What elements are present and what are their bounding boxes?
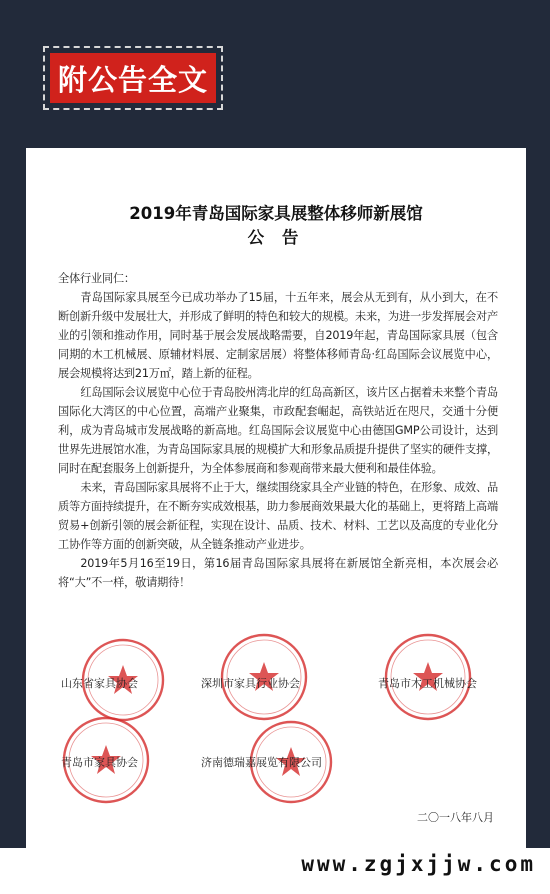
notice-title: 2019年青岛国际家具展整体移师新展馆 [129, 204, 423, 223]
paragraph-1: 青岛国际家具展至今已成功举办了15届，十五年来，展会从无到有，从小到大，在不断创新升级中发展壮大，并形成了鲜明的特色和较大的规模。未来，为进一步发挥展会对产业的引领和推动作用，同时基于展会发展战略需要，自2019年起，青岛国际家具展（包含同期的木工机械展、原辅材料展、定制家居展）将整体移师青岛·红岛国际会议展览中心，展会规模将达到21万㎡，踏上新的征程。 [58, 291, 498, 380]
signatory-4: 青岛市家具协会 [61, 756, 138, 769]
banner-label: 附公告全文 [50, 53, 216, 103]
signatory-1: 山东省家具协会 [61, 677, 138, 690]
notice-date: 二〇一八年八月 [417, 811, 494, 824]
signatory-2: 深圳市家具行业协会 [201, 677, 300, 690]
site-watermark: www.zgjxjjw.com [301, 852, 536, 876]
notice-subtitle: 公 告 [247, 228, 305, 247]
paragraph-2: 红岛国际会议展览中心位于青岛胶州湾北岸的红岛高新区，该片区占据着未来整个青岛国际化大湾区的中心位置，高端产业聚集，市政配套崛起，高铁站近在咫尺，交通十分便利，成为青岛城市发展战略的新高地。红岛国际会议展览中心由德国GMP公司设计，达到世界先进展馆水准，为青岛国际家具展的规模扩大和形象品质提升提供了坚实的硬件支撑，同时在配套服务上创新提升，为全体参展商和参观商带来最大便利和最佳体验。 [58, 386, 498, 475]
paragraph-3: 未来，青岛国际家具展将不止于大，继续围绕家具全产业链的特色，在形象、成效、品质等方面持续提升，在不断夯实成效根基，助力参展商效果最大化的基础上，更将踏上高端贸易+创新引领的展会新征程，实现在设计、品质、技术、材料、工艺以及高度的专业化分工协作等方面的创新突破，从全链条推动产业进步。 [58, 481, 498, 551]
notice-body [58, 269, 498, 592]
salutation: 全体行业同仁： [58, 272, 135, 285]
notice-document [26, 148, 526, 848]
signatory-3: 青岛市木工机械协会 [378, 677, 477, 690]
footer-strip [0, 848, 550, 894]
signatory-5: 济南德瑞嘉展览有限公司 [201, 756, 322, 769]
announcement-banner [43, 46, 223, 110]
paragraph-4: 2019年5月16至19日，第16届青岛国际家具展将在新展馆全新亮相，本次展会必将“大”不一样，敬请期待！ [58, 557, 498, 589]
